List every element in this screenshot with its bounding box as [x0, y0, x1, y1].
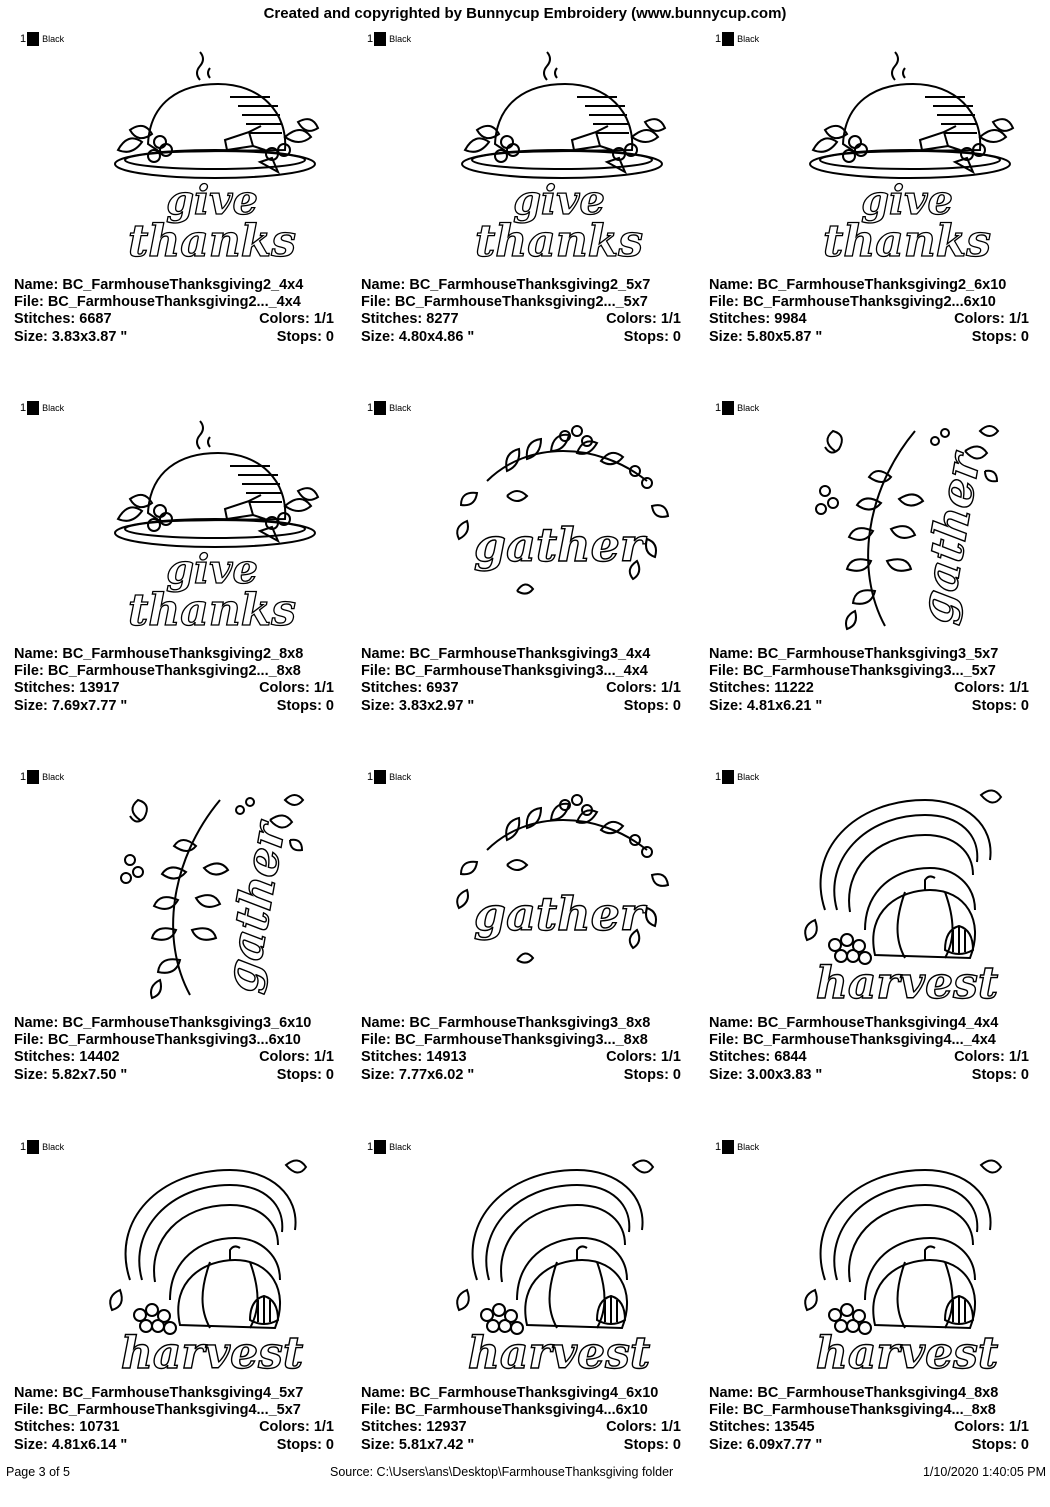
color-swatch-row	[715, 401, 759, 415]
svg-text:harvest: harvest	[467, 1328, 651, 1375]
design-name: Name: BC_FarmhouseThanksgiving4_6x10	[361, 1385, 659, 1401]
design-size-row	[14, 1437, 334, 1454]
design-colors: Colors: 1/1	[259, 680, 334, 697]
design-name: Name: BC_FarmhouseThanksgiving4_4x4	[709, 1015, 999, 1031]
design-info	[361, 1015, 681, 1084]
design-size-row	[361, 329, 681, 346]
design-size-row	[361, 698, 681, 715]
design-stitches: Stitches: 6844	[709, 1049, 807, 1066]
design-stitches-row	[14, 680, 334, 697]
design-name: Name: BC_FarmhouseThanksgiving3_8x8	[361, 1015, 651, 1031]
swatch-number: 1	[367, 33, 374, 45]
design-preview	[447, 780, 677, 1005]
design-stops: Stops: 0	[623, 1436, 681, 1453]
svg-text:give: give	[513, 177, 605, 224]
design-file: File: BC_FarmhouseThanksgiving2...6x10	[709, 294, 996, 311]
design-artwork	[795, 42, 1025, 267]
design-colors: Colors: 1/1	[606, 311, 681, 328]
svg-text:gather: gather	[212, 818, 296, 996]
swatch-color-name: Black	[42, 1142, 65, 1152]
design-colors: Colors: 1/1	[606, 1419, 681, 1436]
swatch-number: 1	[20, 1141, 27, 1153]
svg-text:gather: gather	[907, 449, 991, 627]
svg-text:harvest: harvest	[815, 958, 999, 1005]
design-info	[14, 1015, 334, 1084]
design-preview	[795, 411, 1025, 636]
color-swatch	[722, 770, 734, 784]
design-size: Size: 3.00x3.83 "	[709, 1066, 823, 1083]
swatch-color-name: Black	[42, 34, 65, 44]
color-swatch	[27, 770, 39, 784]
design-size-row	[14, 698, 334, 715]
design-stops: Stops: 0	[971, 1436, 1029, 1453]
design-size-row	[14, 329, 334, 346]
design-artwork	[795, 411, 1025, 636]
design-file: File: BC_FarmhouseThanksgiving3...6x10	[14, 1032, 301, 1049]
page-header: Created and copyrighted by Bunnycup Embroidery (www.bunnycup.com)	[263, 5, 787, 22]
design-stitches: Stitches: 10731	[14, 1419, 120, 1436]
swatch-color-name: Black	[389, 403, 412, 413]
design-stops: Stops: 0	[971, 1066, 1029, 1083]
color-swatch	[374, 770, 386, 784]
design-info	[709, 646, 1029, 715]
design-size: Size: 4.81x6.14 "	[14, 1436, 128, 1453]
design-stitches-row	[14, 1049, 334, 1066]
design-size: Size: 5.81x7.42 "	[361, 1436, 475, 1453]
swatch-color-name: Black	[737, 34, 760, 44]
design-stitches: Stitches: 8277	[361, 311, 459, 328]
design-stops: Stops: 0	[276, 1066, 334, 1083]
design-info	[14, 1385, 334, 1454]
svg-text:harvest: harvest	[120, 1328, 304, 1375]
color-swatch	[722, 401, 734, 415]
design-colors: Colors: 1/1	[259, 1419, 334, 1436]
design-size: Size: 6.09x7.77 "	[709, 1436, 823, 1453]
design-card[interactable]	[347, 30, 693, 399]
design-stitches: Stitches: 11222	[709, 680, 814, 697]
design-info	[709, 1015, 1029, 1084]
print-datetime: 1/10/2020 1:40:05 PM	[922, 1465, 1046, 1479]
color-swatch-row	[715, 770, 759, 784]
svg-text:gather: gather	[473, 518, 645, 572]
design-stitches-row	[709, 311, 1029, 328]
design-artwork	[100, 780, 330, 1005]
design-file: File: BC_FarmhouseThanksgiving4..._4x4	[709, 1032, 996, 1049]
design-stitches: Stitches: 14402	[14, 1049, 120, 1066]
color-swatch	[374, 1140, 386, 1154]
swatch-color-name: Black	[42, 403, 65, 413]
design-artwork	[447, 411, 677, 636]
design-stitches-row	[14, 311, 334, 328]
design-colors: Colors: 1/1	[954, 1419, 1029, 1436]
color-swatch-row	[20, 1140, 64, 1154]
design-file: File: BC_FarmhouseThanksgiving4..._5x7	[14, 1402, 301, 1419]
design-size-row	[709, 1067, 1029, 1084]
design-artwork	[100, 1150, 330, 1375]
design-file: File: BC_FarmhouseThanksgiving3..._4x4	[361, 663, 648, 680]
design-artwork	[795, 1150, 1025, 1375]
swatch-color-name: Black	[389, 772, 412, 782]
design-stitches-row	[14, 1419, 334, 1436]
design-preview	[447, 1150, 677, 1375]
design-size: Size: 7.77x6.02 "	[361, 1066, 475, 1083]
design-card[interactable]	[347, 768, 693, 1137]
design-stitches-row	[361, 680, 681, 697]
design-artwork	[100, 42, 330, 267]
color-swatch-row	[20, 401, 64, 415]
design-stitches-row	[361, 1049, 681, 1066]
design-artwork	[447, 780, 677, 1005]
swatch-number: 1	[367, 1141, 374, 1153]
color-swatch-row	[367, 32, 411, 46]
svg-text:harvest: harvest	[815, 1328, 999, 1375]
page-number: Page 3 of 5	[6, 1465, 70, 1479]
design-file: File: BC_FarmhouseThanksgiving4...6x10	[361, 1402, 648, 1419]
svg-text:give: give	[861, 177, 953, 224]
swatch-number: 1	[367, 771, 374, 783]
design-card[interactable]	[0, 30, 346, 399]
design-stitches: Stitches: 13545	[709, 1419, 815, 1436]
design-artwork	[447, 1150, 677, 1375]
design-name: Name: BC_FarmhouseThanksgiving2_5x7	[361, 277, 651, 293]
design-size-row	[709, 1437, 1029, 1454]
design-card[interactable]	[347, 399, 693, 768]
design-card[interactable]	[695, 30, 1041, 399]
swatch-number: 1	[367, 402, 374, 414]
design-preview	[100, 1150, 330, 1375]
design-info	[361, 1385, 681, 1454]
design-name: Name: BC_FarmhouseThanksgiving3_4x4	[361, 646, 651, 662]
color-swatch	[374, 401, 386, 415]
color-swatch	[27, 401, 39, 415]
swatch-number: 1	[20, 771, 27, 783]
swatch-color-name: Black	[42, 772, 65, 782]
design-preview	[100, 780, 330, 1005]
design-stops: Stops: 0	[623, 697, 681, 714]
svg-text:thanks: thanks	[474, 216, 644, 267]
design-stitches-row	[361, 1419, 681, 1436]
color-swatch-row	[367, 770, 411, 784]
design-stitches-row	[709, 1049, 1029, 1066]
swatch-number: 1	[715, 33, 722, 45]
design-name: Name: BC_FarmhouseThanksgiving4_8x8	[709, 1385, 999, 1401]
design-preview	[447, 411, 677, 636]
design-preview	[795, 42, 1025, 267]
swatch-number: 1	[20, 402, 27, 414]
design-size: Size: 4.81x6.21 "	[709, 697, 823, 714]
design-preview	[795, 1150, 1025, 1375]
page-footer	[0, 1465, 1050, 1483]
design-stitches: Stitches: 14913	[361, 1049, 467, 1066]
design-colors: Colors: 1/1	[954, 680, 1029, 697]
design-stitches-row	[709, 1419, 1029, 1436]
design-artwork	[795, 780, 1025, 1005]
design-card[interactable]	[0, 1138, 346, 1507]
color-swatch-row	[715, 1140, 759, 1154]
swatch-number: 1	[20, 33, 27, 45]
color-swatch	[27, 32, 39, 46]
design-file: File: BC_FarmhouseThanksgiving2..._4x4	[14, 294, 301, 311]
swatch-number: 1	[715, 771, 722, 783]
color-swatch	[722, 1140, 734, 1154]
design-info	[361, 646, 681, 715]
design-size-row	[709, 698, 1029, 715]
design-name: Name: BC_FarmhouseThanksgiving2_6x10	[709, 277, 1007, 293]
design-preview	[100, 411, 330, 636]
design-info	[361, 277, 681, 346]
design-size: Size: 5.82x7.50 "	[14, 1066, 128, 1083]
svg-text:thanks: thanks	[127, 585, 297, 636]
swatch-color-name: Black	[737, 1142, 760, 1152]
design-artwork	[100, 411, 330, 636]
design-stops: Stops: 0	[623, 1066, 681, 1083]
swatch-number: 1	[715, 402, 722, 414]
design-file: File: BC_FarmhouseThanksgiving2..._5x7	[361, 294, 648, 311]
swatch-color-name: Black	[389, 34, 412, 44]
source-path: Source: C:\Users\ans\Desktop\FarmhouseThanksgiving folder	[330, 1465, 674, 1479]
color-swatch	[374, 32, 386, 46]
design-info	[14, 277, 334, 346]
design-colors: Colors: 1/1	[259, 1049, 334, 1066]
design-colors: Colors: 1/1	[606, 680, 681, 697]
design-size: Size: 3.83x3.87 "	[14, 328, 128, 345]
design-info	[709, 277, 1029, 346]
svg-text:give: give	[166, 546, 258, 593]
design-stitches: Stitches: 12937	[361, 1419, 467, 1436]
design-card[interactable]	[695, 1138, 1041, 1507]
color-swatch-row	[367, 1140, 411, 1154]
swatch-color-name: Black	[389, 1142, 412, 1152]
design-stops: Stops: 0	[276, 1436, 334, 1453]
color-swatch-row	[20, 770, 64, 784]
color-swatch	[27, 1140, 39, 1154]
color-swatch	[722, 32, 734, 46]
design-card[interactable]	[347, 1138, 693, 1507]
svg-text:give: give	[166, 177, 258, 224]
design-stitches: Stitches: 6687	[14, 311, 112, 328]
design-card[interactable]	[695, 768, 1041, 1137]
design-colors: Colors: 1/1	[954, 311, 1029, 328]
design-stitches: Stitches: 9984	[709, 311, 807, 328]
color-swatch-row	[20, 32, 64, 46]
swatch-color-name: Black	[737, 772, 760, 782]
svg-text:thanks: thanks	[822, 216, 992, 267]
design-stops: Stops: 0	[276, 697, 334, 714]
design-file: File: BC_FarmhouseThanksgiving4..._8x8	[709, 1402, 996, 1419]
design-size-row	[361, 1437, 681, 1454]
color-swatch-row	[367, 401, 411, 415]
design-name: Name: BC_FarmhouseThanksgiving3_6x10	[14, 1015, 312, 1031]
design-size-row	[361, 1067, 681, 1084]
design-stops: Stops: 0	[971, 328, 1029, 345]
design-file: File: BC_FarmhouseThanksgiving3..._8x8	[361, 1032, 648, 1049]
swatch-number: 1	[715, 1141, 722, 1153]
design-card[interactable]	[0, 768, 346, 1137]
design-artwork	[447, 42, 677, 267]
design-size: Size: 5.80x5.87 "	[709, 328, 823, 345]
swatch-color-name: Black	[737, 403, 760, 413]
design-size: Size: 4.80x4.86 "	[361, 328, 475, 345]
design-size-row	[14, 1067, 334, 1084]
design-stops: Stops: 0	[623, 328, 681, 345]
design-stops: Stops: 0	[276, 328, 334, 345]
design-stops: Stops: 0	[971, 697, 1029, 714]
design-stitches-row	[361, 311, 681, 328]
design-name: Name: BC_FarmhouseThanksgiving3_5x7	[709, 646, 999, 662]
design-stitches: Stitches: 13917	[14, 680, 120, 697]
design-card[interactable]	[695, 399, 1041, 768]
svg-text:thanks: thanks	[127, 216, 297, 267]
color-swatch-row	[715, 32, 759, 46]
design-preview	[795, 780, 1025, 1005]
design-stitches-row	[709, 680, 1029, 697]
design-card[interactable]	[0, 399, 346, 768]
design-size-row	[709, 329, 1029, 346]
design-name: Name: BC_FarmhouseThanksgiving2_8x8	[14, 646, 304, 662]
design-colors: Colors: 1/1	[259, 311, 334, 328]
design-size: Size: 7.69x7.77 "	[14, 697, 128, 714]
design-name: Name: BC_FarmhouseThanksgiving2_4x4	[14, 277, 304, 293]
design-preview	[447, 42, 677, 267]
design-size: Size: 3.83x2.97 "	[361, 697, 475, 714]
design-stitches: Stitches: 6937	[361, 680, 459, 697]
svg-text:gather: gather	[473, 887, 645, 941]
design-file: File: BC_FarmhouseThanksgiving2..._8x8	[14, 663, 301, 680]
design-preview	[100, 42, 330, 267]
design-info	[14, 646, 334, 715]
design-colors: Colors: 1/1	[606, 1049, 681, 1066]
design-colors: Colors: 1/1	[954, 1049, 1029, 1066]
design-name: Name: BC_FarmhouseThanksgiving4_5x7	[14, 1385, 304, 1401]
design-file: File: BC_FarmhouseThanksgiving3..._5x7	[709, 663, 996, 680]
design-info	[709, 1385, 1029, 1454]
